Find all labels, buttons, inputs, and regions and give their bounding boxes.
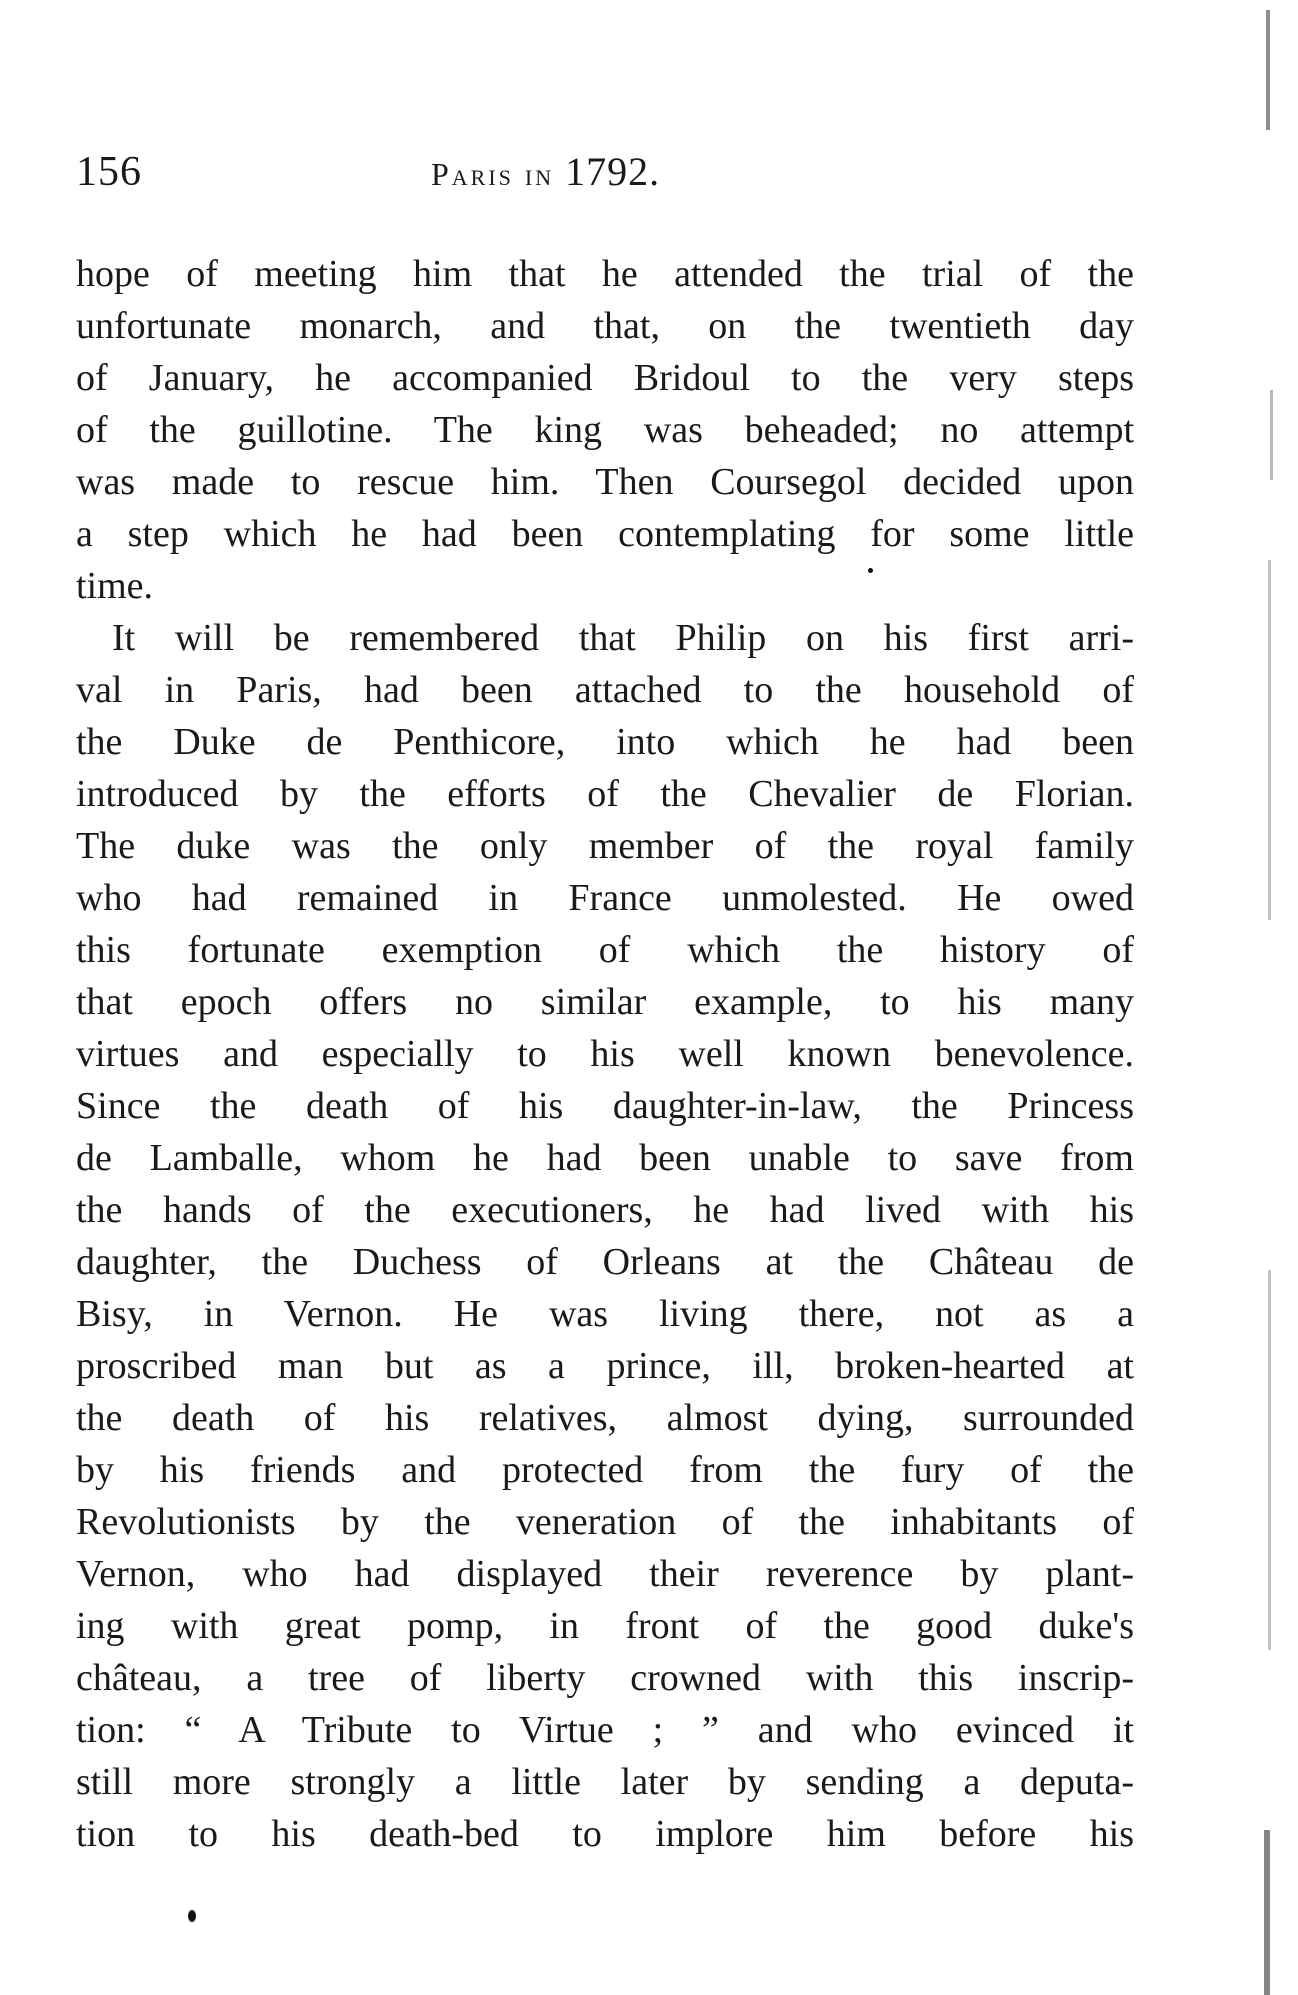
scan-artifact (1268, 560, 1271, 920)
text-line: unfortunate monarch, and that, on the twentieth day (76, 305, 1134, 347)
text-line: that epoch offers no similar example, to his many (76, 981, 1134, 1023)
running-title (431, 148, 660, 198)
text-line: of January, he accompanied Bridoul to the very steps (76, 357, 1134, 399)
text-line: daughter, the Duchess of Orleans at the Château de (76, 1241, 1134, 1283)
text-line: ing with great pomp, in front of the good duke's (76, 1605, 1134, 1647)
scan-artifact (1266, 10, 1270, 130)
text-line: introduced by the efforts of the Chevalier de Florian. (76, 773, 1134, 815)
scan-speck (188, 1910, 196, 1922)
text-line: was made to rescue him. Then Coursegol decided upon (76, 461, 1134, 503)
text-line: the death of his relatives, almost dying, surrounded (76, 1397, 1134, 1439)
running-title-year: 1792. (565, 149, 661, 194)
text-line: a step which he had been contemplating for some little (76, 513, 1134, 555)
text-line: virtues and especially to his well known benevolence. (76, 1033, 1134, 1075)
text-line: The duke was the only member of the royal family (76, 825, 1134, 867)
text-line: hope of meeting him that he attended the trial of the (76, 253, 1134, 295)
text-line: val in Paris, had been attached to the household of (76, 669, 1134, 711)
scan-margin-artifacts (1238, 0, 1298, 1995)
body-text (76, 248, 1134, 1860)
text-line: the hands of the executioners, he had lived with his (76, 1189, 1134, 1231)
text-line: It will be remembered that Philip on his first arri- (112, 617, 1134, 659)
text-line: the Duke de Penthicore, into which he had been (76, 721, 1134, 763)
text-line: tion: “ A Tribute to Virtue ; ” and who evinced it (76, 1709, 1134, 1751)
text-line: tion to his death-bed to implore him before his (76, 1813, 1134, 1855)
text-line: Revolutionists by the veneration of the inhabitants of (76, 1501, 1134, 1543)
text-line: château, a tree of liberty crowned with this inscrip- (76, 1657, 1134, 1699)
text-line: Vernon, who had displayed their reverence by plant- (76, 1553, 1134, 1595)
scan-speck (868, 568, 873, 573)
text-line: Bisy, in Vernon. He was living there, not as a (76, 1293, 1134, 1335)
text-line: proscribed man but as a prince, ill, broken-hearted at (76, 1345, 1134, 1387)
running-head (76, 148, 1134, 196)
scan-artifact (1270, 390, 1273, 480)
running-title-text: Paris in (431, 156, 555, 192)
text-line: of the guillotine. The king was beheaded; no attempt (76, 409, 1134, 451)
text-line: still more strongly a little later by sending a deputa- (76, 1761, 1134, 1803)
page-number: 156 (76, 149, 142, 195)
text-line: de Lamballe, whom he had been unable to save from (76, 1137, 1134, 1179)
text-line: this fortunate exemption of which the history of (76, 929, 1134, 971)
scan-artifact (1264, 1830, 1270, 1995)
text-line: Since the death of his daughter-in-law, the Princess (76, 1085, 1134, 1127)
text-line: time. (76, 565, 154, 607)
text-line: by his friends and protected from the fury of the (76, 1449, 1134, 1491)
scan-artifact (1268, 1270, 1271, 1650)
text-line: who had remained in France unmolested. He owed (76, 877, 1134, 919)
